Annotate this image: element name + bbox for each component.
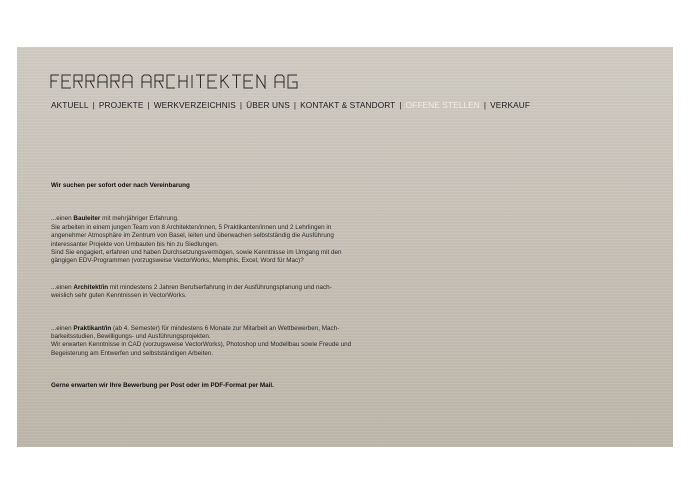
job-prefix: ...einen — [51, 215, 74, 223]
job-architekt — [51, 284, 401, 301]
site-logo[interactable] — [50, 74, 302, 89]
job-title-line — [51, 284, 401, 292]
listing-heading: Wir suchen per sofort oder nach Vereinbarung — [51, 182, 190, 189]
nav-item-verkauf[interactable]: VERKAUF — [490, 100, 531, 110]
job-listing — [51, 182, 401, 391]
job-text: interessanter Projekte von Umbauten bis hin zu Siedlungen. — [51, 240, 219, 248]
job-text: angenehmer Atmosphäre im Zentrum von Basel, leiten und überwachen selbstständig die Ausführung — [51, 232, 334, 240]
nav-separator: | — [147, 100, 150, 110]
job-text: gängigen EDV-Programmen (vorzugsweise VectorWorks, Memphis, Excel, Word für Mac)? — [51, 257, 304, 265]
nav-separator: | — [399, 100, 402, 110]
closing-text: Gerne erwarten wir Ihre Bewerbung per Post oder im PDF-Format per Mail. — [51, 382, 274, 390]
nav-item-projekte[interactable]: PROJEKTE — [98, 100, 144, 110]
job-title: Praktikant/in — [73, 324, 112, 332]
job-prefix: ...einen — [51, 283, 74, 291]
job-suffix: (ab 4. Semester) für mindestens 6 Monate zur Mitarbeit an Wettbewerben, Mach- — [111, 324, 340, 332]
nav-separator: | — [483, 100, 487, 110]
job-suffix: mit mindestens 2 Jahren Berufserfahrung in der Ausführungsplanung und nach- — [108, 283, 332, 291]
job-title-line — [51, 215, 401, 223]
job-text: Begeisterung am Entwerfen und selbstständigen Arbeiten. — [51, 349, 214, 357]
nav-item-kontakt-standort[interactable]: KONTAKT & STANDORT — [300, 100, 396, 110]
job-text: barkeitsstudien, Bewilligungs- und Ausführungsprojekten. — [51, 333, 211, 341]
job-text: Sie arbeiten in einem jungen Team von 8 Architekten/innen, 5 Praktikanten/innen und 2 Lehrlingen in — [51, 223, 332, 231]
nav-item-offene-stellen[interactable]: OFFENE STELLEN — [405, 100, 480, 110]
content-panel — [17, 47, 673, 447]
job-bauleiter — [51, 215, 401, 265]
nav-item-ueber-uns[interactable]: ÜBER UNS — [246, 100, 290, 110]
job-text: weislich sehr guten Kenntnissen in VectorWorks. — [51, 292, 187, 300]
nav-separator: | — [92, 100, 95, 110]
main-nav — [51, 100, 530, 110]
job-title: Bauleiter — [73, 215, 101, 223]
job-praktikant — [51, 325, 401, 359]
job-prefix: ...einen — [51, 324, 74, 332]
nav-item-aktuell[interactable]: AKTUELL — [51, 100, 89, 110]
nav-separator: | — [239, 100, 243, 110]
job-suffix: mit mehrjähriger Erfahrung. — [100, 215, 179, 223]
job-text: Wir erwarten Kenntnisse in CAD (vorzugsweise VectorWorks), Photoshop und Modellbau sowie Freude und — [51, 341, 352, 349]
job-title: Architekt/in — [73, 283, 109, 291]
job-text: Sind Sie engagiert, erfahren und haben Durchsetzungsvermögen, sowie Kenntnisse im Umgang mit den — [51, 249, 342, 257]
nav-separator: | — [293, 100, 297, 110]
nav-item-werkverzeichnis[interactable]: WERKVERZEICHNIS — [153, 100, 236, 110]
job-title-line — [51, 325, 401, 333]
